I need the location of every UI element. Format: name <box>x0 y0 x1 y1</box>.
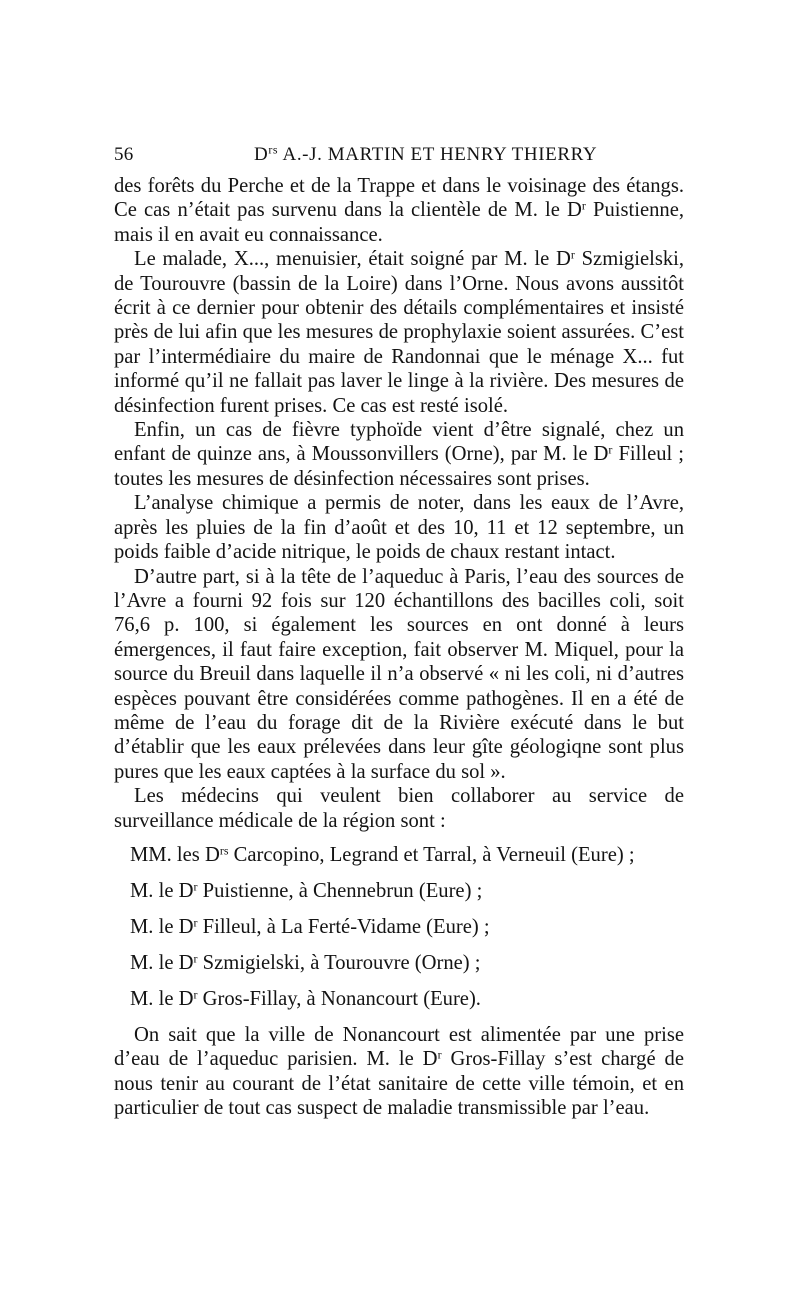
paragraph-text: Le malade, X..., menuisier, était soigné par M. le D <box>134 248 571 271</box>
running-head-prefix: D <box>254 144 269 165</box>
paragraph-text: Szmigielski, de Tourouvre (bassin de la Loire) dans l’Orne. Nous avons aussitôt écrit à ce dernier pour obtenir des détails complémentaires et insisté près de lui afin que les mesures de prophylaxie soient assurées. C’est par l’intermédiaire du maire de Randonnai que le ménage X... fut informé qu’il ne fallait pas laver le linge à la rivière. Des mesures de désinfection furent prises. Ce cas est resté isolé. <box>114 248 684 417</box>
superscript: rs <box>219 843 229 858</box>
paragraph-text: Filleul ; toutes les mesures de désinfection nécessaires sont prises. <box>114 443 684 490</box>
superscript: r <box>193 915 198 930</box>
paragraph-text: des forêts du Perche et de la Trappe et dans le voisinage des étangs. Ce cas n’était pas survenu dans la clientèle de M. le D <box>114 175 684 222</box>
superscript: r <box>193 987 198 1002</box>
superscript: r <box>193 951 198 966</box>
superscript: r <box>581 198 586 213</box>
superscript: r <box>437 1047 442 1062</box>
body-text <box>114 174 684 1121</box>
paragraph-autre-part: D’autre part, si à la tête de l’aqueduc à Paris, l’eau des sources de l’Avre a fourni 92 fois sur 120 échantillons des bacilles coli, soit 76,6 p. 100, si également les sources en ont donné à leurs émergences, il faut faire exception, fait observer M. Miquel, pour la source du Breuil dans laquelle il n’a observé « ni les coli, ni d’autres espèces pouvant être considérées comme pathogènes. Il en a été de même de l’eau du forage dit de la Rivière exécuté dans le but d’établir que les eaux prélevées dans leur gîte géologiqne sont plus pures que les eaux captées à la surface du sol ». <box>114 565 684 783</box>
running-head-authors: A.-J. MARTIN ET HENRY THIERRY <box>278 144 598 165</box>
running-head-superscript: rs <box>268 142 279 157</box>
paragraph-text: Puistienne, mais il en avait eu connaissance. <box>114 199 684 246</box>
doctor-list-item: M. le $D^r$ Gros-Fillay, à Nonancourt (Eure). <box>130 987 481 1010</box>
doctor-list-item: M. le $D^r$ Puistienne, à Chennebrun (Eure) ; <box>130 879 483 902</box>
paragraph-enfin <box>114 418 684 491</box>
paragraph-malade <box>114 247 684 418</box>
paragraph-continued <box>114 174 684 247</box>
paragraph-medecins: Les médecins qui veulent bien collaborer au service de surveillance médicale de la région sont : <box>114 785 684 832</box>
paragraph-text: On sait que la ville de Nonancourt est alimentée par une prise d’eau de l’aqueduc parisien. M. le D <box>114 1023 684 1071</box>
running-head <box>254 144 597 166</box>
paragraph-text: Enfin, un cas de fièvre typhoïde vient d’être signalé, chez un enfant de quinze ans, à Moussonvillers (Orne), par M. le D <box>114 419 684 466</box>
doctor-list <box>114 843 684 1011</box>
page-header <box>114 144 682 172</box>
doctor-list-item: M. le $D^r$ Filleul, à La Ferté-Vidame (Eure) ; <box>130 915 490 938</box>
paragraph-text: Gros-Fillay s’est chargé de nous tenir au courant de l’état sanitaire de cette ville témoin, et en particulier de tout cas suspect de maladie transmissible par l’eau. <box>114 1048 684 1120</box>
doctor-list-item: MM. les $D^{rs}$ Carcopino, Legrand et Tarral, à Verneuil (Eure) ; <box>130 843 635 866</box>
superscript: r <box>608 442 613 457</box>
superscript: r <box>193 879 198 894</box>
doctor-list-item: M. le $D^r$ Szmigielski, à Tourouvre (Orne) ; <box>130 951 481 974</box>
page-number: 56 <box>114 144 134 165</box>
paragraph-analyse: L’analyse chimique a permis de noter, dans les eaux de l’Avre, après les pluies de la fin d’août et des 10, 11 et 12 septembre, un poids faible d’acide nitrique, le poids de chaux restant intact. <box>114 492 684 564</box>
superscript: r <box>570 247 575 262</box>
paragraph-nonancourt <box>114 1023 684 1121</box>
